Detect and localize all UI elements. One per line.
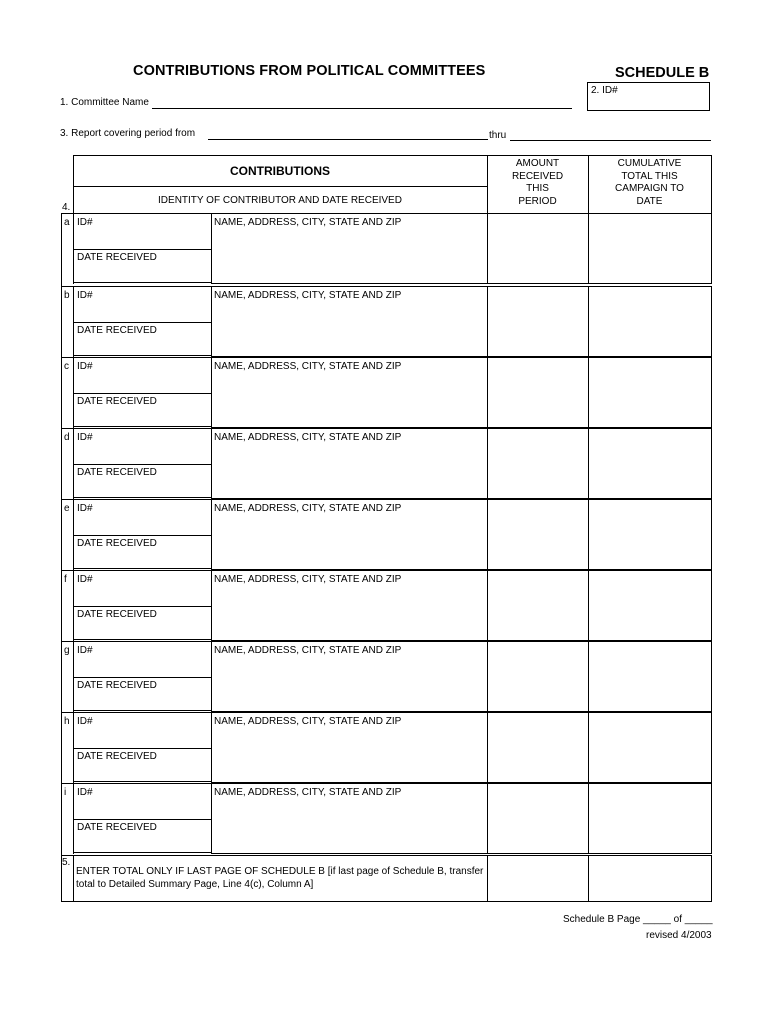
row-name-address-field[interactable]: [212, 214, 487, 283]
committee-name-label: 1. Committee Name: [60, 97, 149, 108]
cumulative-heading-line: CAMPAIGN TO: [615, 183, 684, 194]
row-id-label: ID#: [77, 432, 93, 443]
row-right-rule: [711, 286, 712, 357]
row-id-field[interactable]: [74, 500, 211, 535]
page-number-text: Schedule B Page _____ of _____: [563, 914, 713, 925]
row-name-address-field[interactable]: [212, 713, 487, 782]
row-amount-field[interactable]: [488, 500, 588, 569]
row-letter: i: [64, 787, 67, 798]
row-cumulative-field[interactable]: [589, 214, 711, 283]
row-id-field[interactable]: [74, 571, 211, 606]
row-name-address-field[interactable]: [212, 784, 487, 853]
total-letter-rule: [73, 855, 74, 901]
row-date-label: DATE RECEIVED: [77, 822, 157, 833]
row-date-label: DATE RECEIVED: [77, 680, 157, 691]
row-amount-field[interactable]: [488, 713, 588, 782]
row-right-rule: [711, 712, 712, 783]
row-id-label: ID#: [77, 290, 93, 301]
total-instruction-line1: ENTER TOTAL ONLY IF LAST PAGE OF SCHEDULE B [if last page of Schedule B, transfer: [76, 866, 484, 877]
row-id-label: ID#: [77, 503, 93, 514]
row-name-label: NAME, ADDRESS, CITY, STATE AND ZIP: [214, 787, 402, 798]
row-id-label: ID#: [77, 787, 93, 798]
row-name-address-field[interactable]: [212, 642, 487, 711]
row-right-rule: [711, 357, 712, 428]
row-name-address-field[interactable]: [212, 429, 487, 498]
amount-heading-line: AMOUNT: [515, 158, 560, 169]
row-name-label: NAME, ADDRESS, CITY, STATE AND ZIP: [214, 645, 402, 656]
row-amount-field[interactable]: [488, 784, 588, 853]
date-bottom-rule: [73, 355, 211, 356]
row-amount-field[interactable]: [488, 642, 588, 711]
row-amount-field[interactable]: [488, 358, 588, 427]
period-from-label: 3. Report covering period from: [60, 128, 196, 139]
row-cumulative-field[interactable]: [589, 429, 711, 498]
row-cumulative-field[interactable]: [589, 642, 711, 711]
row-cumulative-field[interactable]: [589, 500, 711, 569]
row-date-label: DATE RECEIVED: [77, 751, 157, 762]
row-date-label: DATE RECEIVED: [77, 609, 157, 620]
identity-heading: IDENTITY OF CONTRIBUTOR AND DATE RECEIVED: [158, 195, 402, 206]
row-letter: h: [64, 716, 70, 727]
amount-heading-line: THIS: [526, 183, 549, 194]
section-number-4: 4.: [62, 202, 71, 213]
row-id-field[interactable]: [74, 287, 211, 322]
row-date-label: DATE RECEIVED: [77, 538, 157, 549]
date-bottom-rule: [73, 282, 211, 283]
row-id-field[interactable]: [74, 784, 211, 819]
header-right-rule: [711, 155, 712, 213]
thru-label: thru: [489, 130, 507, 141]
cumulative-heading-line: TOTAL THIS: [621, 170, 678, 182]
row-name-address-field[interactable]: [212, 571, 487, 640]
row-letter: e: [64, 503, 70, 514]
row-id-label: ID#: [77, 574, 93, 585]
revised-date: revised 4/2003: [646, 930, 712, 941]
row-id-label: ID#: [77, 716, 93, 727]
row-id-field[interactable]: [74, 713, 211, 748]
row-date-field[interactable]: [74, 323, 211, 355]
cumulative-heading-line: DATE: [636, 195, 663, 207]
row-amount-field[interactable]: [488, 429, 588, 498]
row-letter: d: [64, 432, 70, 443]
row-date-label: DATE RECEIVED: [77, 325, 157, 336]
row-letter: g: [64, 645, 70, 656]
date-bottom-rule: [73, 781, 211, 782]
row-amount-field[interactable]: [488, 571, 588, 640]
row-date-label: DATE RECEIVED: [77, 252, 157, 263]
row-id-field[interactable]: [74, 358, 211, 393]
total-amount-field[interactable]: [488, 856, 588, 901]
row-amount-field[interactable]: [488, 214, 588, 283]
row-date-field[interactable]: [74, 536, 211, 568]
date-bottom-rule: [73, 568, 211, 569]
date-bottom-rule: [73, 497, 211, 498]
row-id-label: ID#: [77, 645, 93, 656]
row-letter: a: [64, 217, 70, 228]
date-bottom-rule: [73, 852, 211, 853]
row-right-rule: [711, 428, 712, 499]
row-date-field[interactable]: [74, 465, 211, 497]
header-top-rule: [73, 155, 711, 156]
row-cumulative-field[interactable]: [589, 571, 711, 640]
row-name-label: NAME, ADDRESS, CITY, STATE AND ZIP: [214, 432, 402, 443]
total-instruction-line2: total to Detailed Summary Page, Line 4(c), Column A]: [76, 879, 314, 890]
row-right-rule: [711, 570, 712, 641]
row-right-rule: [711, 213, 712, 284]
row-right-rule: [711, 499, 712, 570]
row-id-field[interactable]: [74, 642, 211, 677]
contributions-heading: CONTRIBUTIONS: [230, 164, 330, 178]
schedule-label: SCHEDULE B: [615, 65, 710, 81]
row-name-label: NAME, ADDRESS, CITY, STATE AND ZIP: [214, 574, 402, 585]
row-date-field[interactable]: [74, 678, 211, 710]
row-id-field[interactable]: [74, 429, 211, 464]
row-date-field[interactable]: [74, 749, 211, 781]
row-id-label: ID#: [77, 217, 93, 228]
id-field-label: 2. ID#: [591, 85, 618, 96]
row-id-label: ID#: [77, 361, 93, 372]
row-name-address-field[interactable]: [212, 358, 487, 427]
amount-heading-line: PERIOD: [518, 195, 557, 207]
row-name-label: NAME, ADDRESS, CITY, STATE AND ZIP: [214, 217, 402, 228]
amount-heading-line: RECEIVED: [511, 170, 564, 182]
row-bottom-rule: [211, 283, 711, 284]
row-date-field[interactable]: [74, 607, 211, 639]
row-cumulative-field[interactable]: [589, 784, 711, 853]
row-cumulative-field[interactable]: [589, 713, 711, 782]
row-name-label: NAME, ADDRESS, CITY, STATE AND ZIP: [214, 716, 402, 727]
row-name-label: NAME, ADDRESS, CITY, STATE AND ZIP: [214, 290, 402, 301]
row-date-label: DATE RECEIVED: [77, 467, 157, 478]
row-name-address-field[interactable]: [212, 500, 487, 569]
row-amount-field[interactable]: [488, 287, 588, 356]
row-date-label: DATE RECEIVED: [77, 396, 157, 407]
row-letter: b: [64, 290, 70, 301]
identity-divider: [73, 186, 487, 187]
row-right-rule: [711, 641, 712, 712]
row-letter: f: [64, 574, 67, 585]
date-bottom-rule: [73, 426, 211, 427]
total-right-rule: [711, 855, 712, 902]
row-id-field[interactable]: [74, 214, 211, 249]
row-name-label: NAME, ADDRESS, CITY, STATE AND ZIP: [214, 503, 402, 514]
row-cumulative-field[interactable]: [589, 287, 711, 356]
row-name-label: NAME, ADDRESS, CITY, STATE AND ZIP: [214, 361, 402, 372]
row-right-rule: [711, 783, 712, 854]
row-name-address-field[interactable]: [212, 287, 487, 356]
row-date-field[interactable]: [74, 250, 211, 282]
date-bottom-rule: [73, 710, 211, 711]
row-date-field[interactable]: [74, 820, 211, 852]
section-number-5: 5.: [62, 857, 71, 868]
row-date-field[interactable]: [74, 394, 211, 426]
form-title: CONTRIBUTIONS FROM POLITICAL COMMITTEES: [133, 63, 486, 79]
row-letter: c: [64, 361, 69, 372]
cumulative-heading-line: CUMULATIVE: [617, 158, 682, 169]
row-bottom-rule: [211, 853, 711, 854]
outer-left-rule: [61, 213, 62, 901]
row-cumulative-field[interactable]: [589, 358, 711, 427]
total-bottom-rule: [61, 901, 711, 902]
total-cumulative-field[interactable]: [589, 856, 711, 901]
date-bottom-rule: [73, 639, 211, 640]
